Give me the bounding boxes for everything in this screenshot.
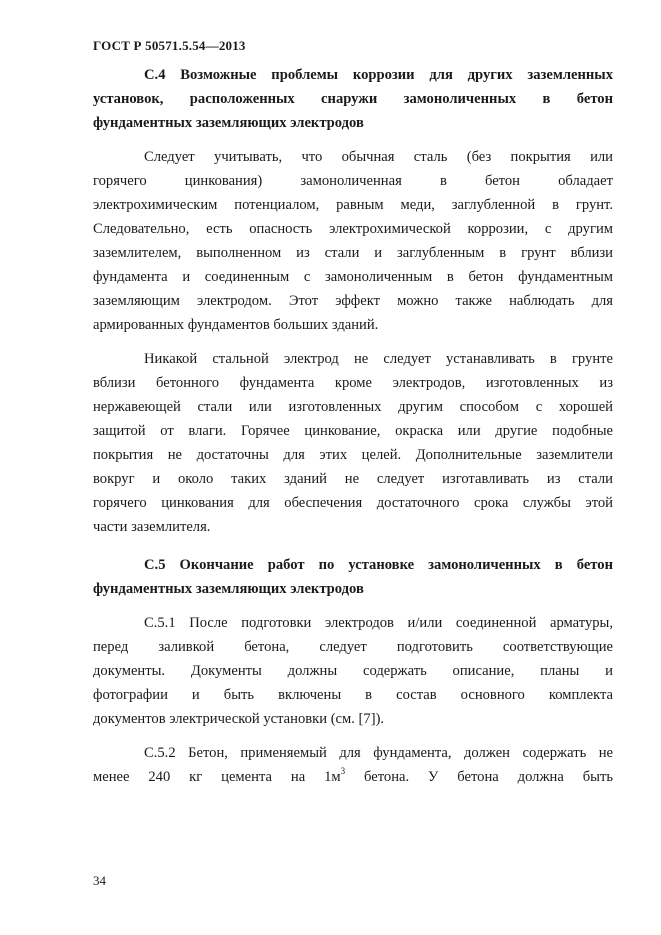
text-line: С.5.1 После подготовки электродов и/или соединенной арматуры,	[144, 615, 613, 631]
text-fragment: менее 240 кг цемента на 1м	[93, 769, 341, 785]
document-header: ГОСТ Р 50571.5.54—2013	[93, 38, 246, 53]
text-fragment: бетона. У бетона должна быть	[345, 769, 613, 785]
text-line: вокруг и около таких зданий не следует изготавливать из стали	[93, 471, 613, 487]
text-line: горячего цинкования) замоноличенная в бетон обладает	[93, 173, 613, 189]
text-line: вблизи бетонного фундамента кроме электродов, изготовленных из	[93, 375, 613, 391]
text-line: С.5.2 Бетон, применяемый для фундамента, должен содержать не	[144, 745, 613, 761]
text-line: защитой от влаги. Горячее цинкование, окраска или другие подобные	[93, 423, 613, 439]
text-line: фотографии и быть включены в состав основного комплекта	[93, 687, 613, 703]
text-line: Следовательно, есть опасность электрохимической коррозии, с другим	[93, 221, 613, 237]
text-line: документов электрической установки (см. [7]).	[93, 711, 385, 727]
section-c4-paragraph-2	[93, 347, 613, 539]
text-line: части заземлителя.	[93, 519, 211, 535]
heading-line: фундаментных заземляющих электродов	[93, 581, 364, 597]
clause-c5-2	[93, 741, 613, 789]
text-line: нержавеющей стали или изготовленных другим способом с хорошей	[93, 399, 613, 415]
text-line: перед заливкой бетона, следует подготовить соответствующие	[93, 639, 613, 655]
heading-line: фундаментных заземляющих электродов	[93, 115, 364, 131]
text-line: Никакой стальной электрод не следует устанавливать в грунте	[144, 351, 613, 367]
superscript: 3	[340, 766, 346, 776]
heading-line: С.5 Окончание работ по установке замоноличенных в бетон	[144, 557, 613, 573]
text-line: заземляющим электродом. Этот эффект можно также наблюдать для	[93, 293, 613, 309]
page-content	[93, 63, 613, 789]
clause-c5-1	[93, 611, 613, 731]
text-line: электрохимическим потенциалом, равным меди, заглубленной в грунт.	[93, 197, 613, 213]
text-line: Следует учитывать, что обычная сталь (без покрытия или	[144, 149, 613, 165]
text-line: армированных фундаментов больших зданий.	[93, 317, 379, 333]
text-line: документы. Документы должны содержать описание, планы и	[93, 663, 613, 679]
section-c4-paragraph-1	[93, 145, 613, 337]
text-line: фундамента и соединенным с замоноличенным в бетон фундаментным	[93, 269, 613, 285]
text-line: покрытия не достаточны для этих целей. Дополнительные заземлители	[93, 447, 613, 463]
text-line: горячего цинкования для обеспечения достаточного срока службы этой	[93, 495, 613, 511]
heading-line: С.4 Возможные проблемы коррозии для других заземленных	[144, 67, 613, 83]
heading-line: установок, расположенных снаружи замоноличенных в бетон	[93, 91, 613, 107]
page-number: 34	[93, 873, 106, 888]
section-c5-heading	[93, 553, 613, 601]
text-line	[93, 765, 613, 789]
section-c4-heading	[93, 63, 613, 135]
text-line: заземлителем, выполненном из стали и заглубленным в грунт вблизи	[93, 245, 613, 261]
